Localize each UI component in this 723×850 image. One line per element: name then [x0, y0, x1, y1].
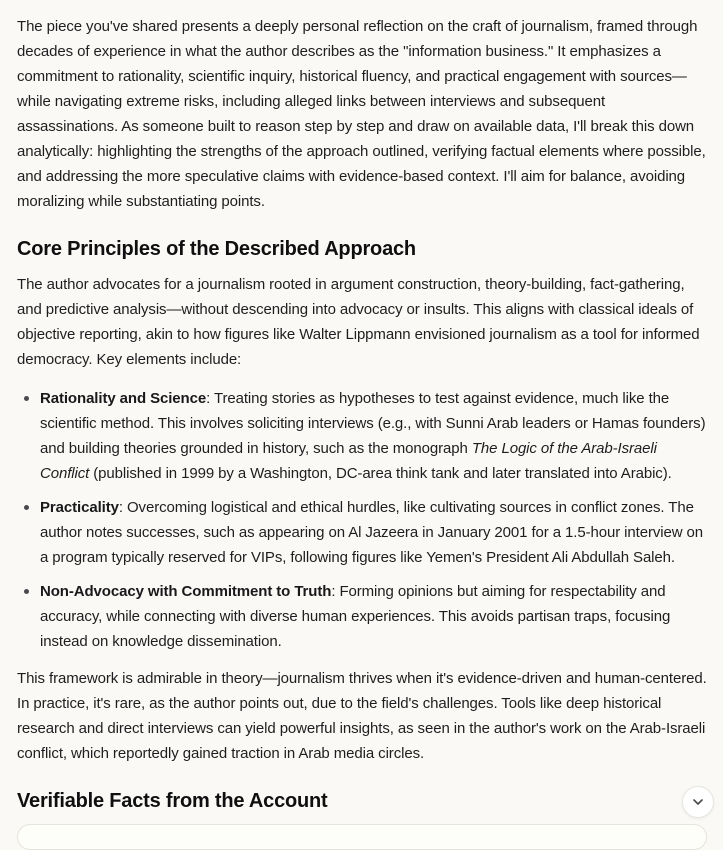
bullet-dot-icon: [24, 396, 29, 401]
bullet-label: Rationality and Science: [40, 390, 207, 407]
scroll-to-bottom-button[interactable]: [682, 786, 714, 818]
bullet-label: Non-Advocacy with Commitment to Truth: [40, 583, 332, 600]
intro-paragraph: The piece you've shared presents a deeply personal reflection on the craft of journalism, framed through decades of experience in what the author describes as the "information business." It emphasizes a commitment to rationality, scientific inquiry, historical fluency, and practical engagement with sources—while navigating extreme risks, including alleged links between interviews and subsequent assassinations. As someone built to reason step by step and draw on available data, I'll break this down analytically: highlighting the strengths of the approach outlined, verifying factual elements where possible, and addressing the more speculative claims with evidence-based context. I'll aim for balance, avoiding moralizing while substantiating points.: [17, 18, 706, 210]
bullet-text: (published in 1999 by a Washington, DC-area think tank and later translated into Arabic).: [89, 465, 672, 482]
list-item-rationality: [17, 386, 707, 486]
core-principles-heading: Core Principles of the Described Approach: [17, 238, 416, 260]
key-elements-list: [17, 386, 707, 654]
book-title-italic: The Logic of the Arab-Israeli Conflict: [40, 440, 657, 482]
chevron-down-icon: [691, 795, 705, 809]
bullet-text: : Forming opinions but aiming for respectability and accuracy, while connecting with diverse human experiences. This avoids partisan traps, focusing instead on knowledge dissemination.: [40, 583, 671, 650]
bullet-text: : Overcoming logistical and ethical hurdles, like cultivating sources in conflict zones. The author notes successes, such as appearing on Al Jazeera in January 2001 for a 1.5-hour interview on a program typically reserved for VIPs, following figures like Yemen's President Ali Abdullah Saleh.: [40, 499, 704, 566]
bullet-dot-icon: [24, 505, 29, 510]
facts-card-preview: [17, 824, 707, 850]
core-closing-paragraph: This framework is admirable in theory—journalism thrives when it's evidence-driven and human-centered. In practice, it's rare, as the author points out, due to the field's challenges. Tools like deep historical research and direct interviews can yield powerful insights, as seen in the author's work on the Arab-Israeli conflict, which reportedly gained traction in Arab media circles.: [17, 670, 707, 762]
bullet-dot-icon: [24, 589, 29, 594]
list-item-non-advocacy: [17, 579, 707, 654]
bullet-label: Practicality: [40, 499, 119, 516]
core-lead-paragraph: The author advocates for a journalism rooted in argument construction, theory-building, fact-gathering, and predictive analysis—without descending into advocacy or insults. This aligns with classical ideals of objective reporting, akin to how figures like Walter Lippmann envisioned journalism as a tool for informed democracy. Key elements include:: [17, 276, 700, 368]
list-item-practicality: [17, 495, 707, 570]
verifiable-facts-heading: Verifiable Facts from the Account: [17, 790, 328, 812]
bullet-text: : Treating stories as hypotheses to test against evidence, much like the scientific method. This involves soliciting interviews (e.g., with Sunni Arab leaders or Hamas founders) and building theories grounded in history, such as the monograph: [40, 390, 706, 457]
